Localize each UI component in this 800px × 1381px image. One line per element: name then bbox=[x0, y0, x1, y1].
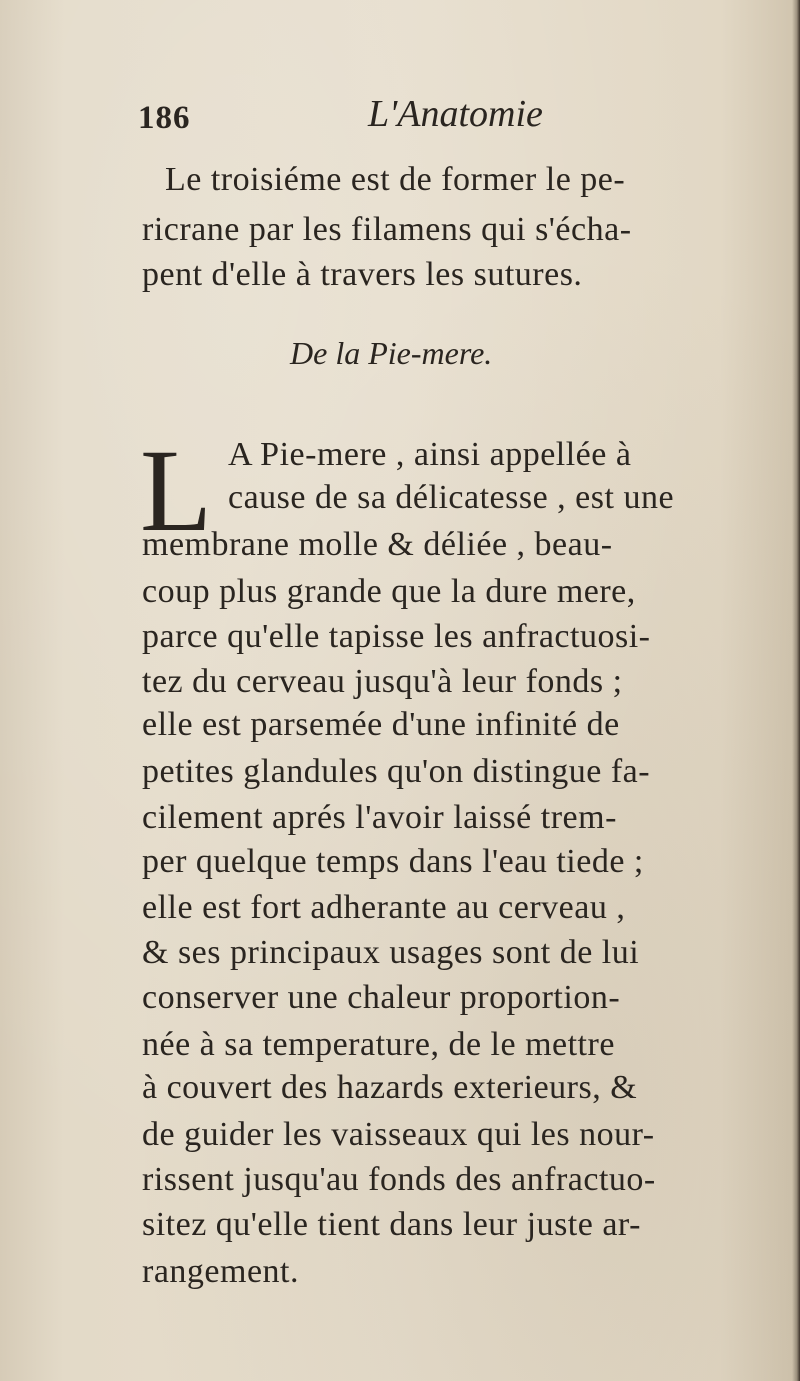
text-line: pent d'elle à travers les sutures. bbox=[142, 256, 583, 293]
text-line: & ses principaux usages sont de lui bbox=[142, 934, 640, 971]
text-line: cilement aprés l'avoir laissé trem- bbox=[142, 799, 617, 836]
text-line: rissent jusqu'au fonds des anfractuo- bbox=[142, 1161, 656, 1198]
text-line: rangement. bbox=[142, 1253, 299, 1290]
text-line: A Pie-mere , ainsi appellée à bbox=[228, 436, 632, 473]
text-line: parce qu'elle tapisse les anfractuosi- bbox=[142, 618, 651, 655]
text-line: cause de sa délicatesse , est une bbox=[228, 479, 675, 516]
section-title: De la Pie-mere. bbox=[290, 335, 493, 371]
page-edge-shadow bbox=[792, 0, 800, 1381]
text-line: membrane molle & déliée , beau- bbox=[142, 526, 613, 563]
text-line: coup plus grande que la dure mere, bbox=[142, 573, 636, 610]
text-line: de guider les vaisseaux qui les nour- bbox=[142, 1116, 655, 1153]
drop-cap: L bbox=[140, 425, 213, 556]
text-line: ricrane par les filamens qui s'écha- bbox=[142, 211, 632, 248]
page-header bbox=[138, 92, 638, 152]
text-line: à couvert des hazards exterieurs, & bbox=[142, 1069, 638, 1106]
running-title: L'Anatomie bbox=[368, 93, 543, 135]
page-number: 186 bbox=[138, 100, 191, 136]
text-line: née à sa temperature, de le mettre bbox=[142, 1026, 615, 1063]
text-line: elle est parsemée d'une infinité de bbox=[142, 706, 620, 743]
text-line: tez du cerveau jusqu'à leur fonds ; bbox=[142, 663, 623, 700]
text-line: Le troisiéme est de former le pe- bbox=[165, 161, 626, 198]
text-line: sitez qu'elle tient dans leur juste ar- bbox=[142, 1206, 641, 1243]
text-line: per quelque temps dans l'eau tiede ; bbox=[142, 843, 644, 880]
text-line: petites glandules qu'on distingue fa- bbox=[142, 753, 651, 790]
text-line: conserver une chaleur proportion- bbox=[142, 979, 621, 1016]
text-line: elle est fort adherante au cerveau , bbox=[142, 889, 626, 926]
